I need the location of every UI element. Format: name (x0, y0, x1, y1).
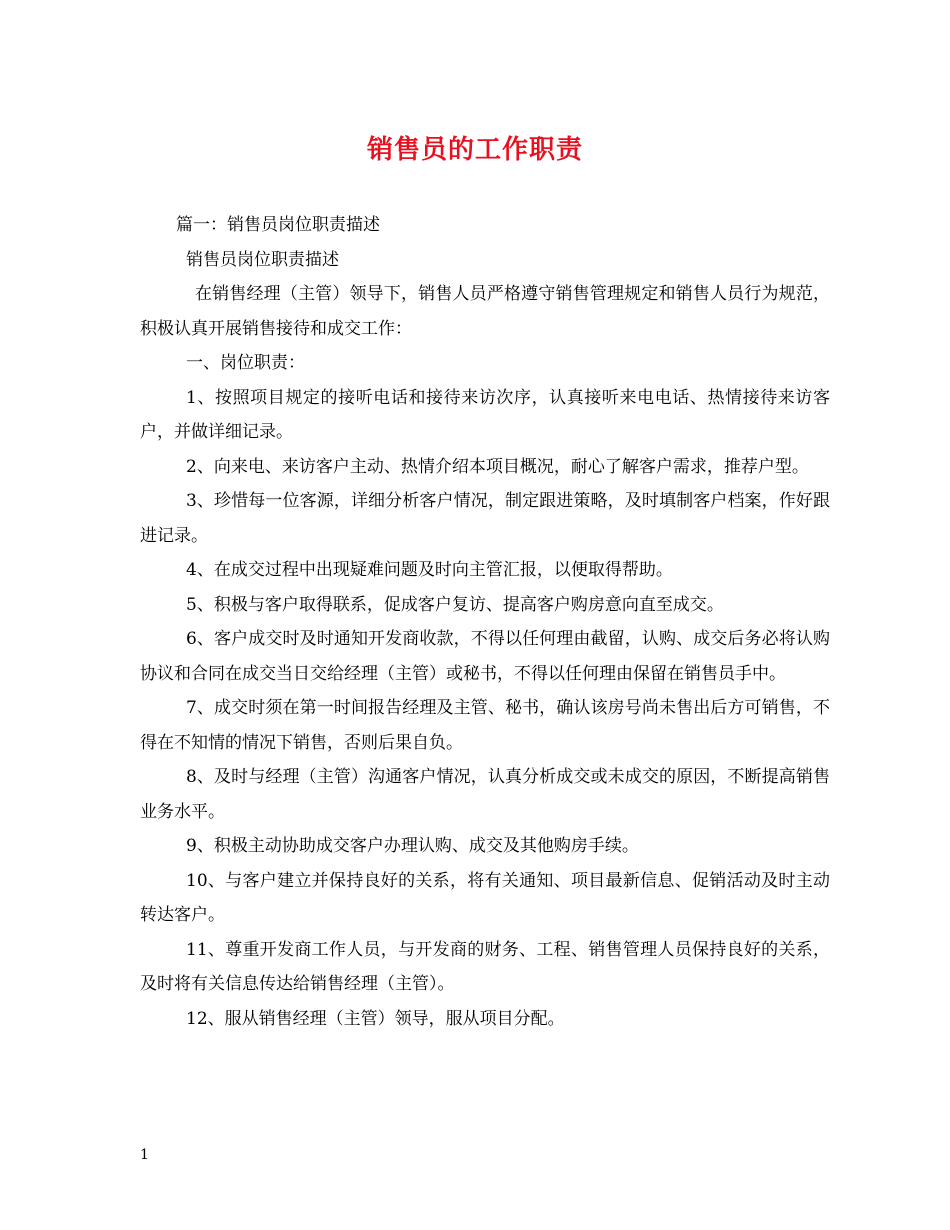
duty-item-10: 10、与客户建立并保持良好的关系，将有关通知、项目最新信息、促销活动及时主动转达客户。 (140, 870, 830, 925)
duty-item-9: 9、积极主动协助成交客户办理认购、成交及其他购房手续。 (186, 836, 639, 856)
duty-item-11: 11、尊重开发商工作人员，与开发商的财务、工程、销售管理人员保持良好的关系，及时将有关信息传达给销售经理（主管）。 (140, 939, 830, 994)
subsection-heading: 销售员岗位职责描述 (186, 249, 339, 270)
intro-paragraph: 在销售经理（主管）领导下，销售人员严格遵守销售管理规定和销售人员行为规范，积极认真开展销售接待和成交工作： (140, 284, 830, 339)
duty-item-6: 6、客户成交时及时通知开发商收款，不得以任何理由截留，认购、成交后务必将认购协议和合同在成交当日交给经理（主管）或秘书，不得以任何理由保留在销售员手中。 (140, 629, 830, 684)
duty-item-12: 12、服从销售经理（主管）领导，服从项目分配。 (186, 1008, 565, 1029)
duty-item-2: 2、向来电、来访客户主动、热情介绍本项目概况，耐心了解客户需求，推荐户型。 (186, 456, 809, 477)
section-heading: 篇一：销售员岗位职责描述 (176, 215, 380, 235)
duty-item-5: 5、积极与客户取得联系，促成客户复访、提高客户购房意向直至成交。 (186, 594, 724, 615)
duty-item-1: 1、按照项目规定的接听电话和接待来访次序，认真接听来电电话、热情接待来访客户，并做详细记录。 (140, 387, 830, 442)
duty-item-4: 4、在成交过程中出现疑难问题及时向主管汇报，以便取得帮助。 (186, 560, 673, 580)
duty-item-3: 3、珍惜每一位客源，详细分析客户情况，制定跟进策略，及时填制客户档案，作好跟进记录。 (140, 491, 830, 546)
duty-item-8: 8、及时与经理（主管）沟通客户情况，认真分析成交或未成交的原因，不断提高销售业务水平。 (140, 767, 830, 822)
document-title: 销售员的工作职责 (366, 135, 583, 165)
document-body (140, 208, 830, 1036)
duties-heading: 一、岗位职责： (186, 353, 305, 373)
duty-item-7: 7、成交时须在第一时间报告经理及主管、秘书，确认该房号尚未售出后方可销售，不得在不知情的情况下销售，否则后果自负。 (140, 698, 830, 753)
page-number: 1 (140, 1147, 149, 1163)
